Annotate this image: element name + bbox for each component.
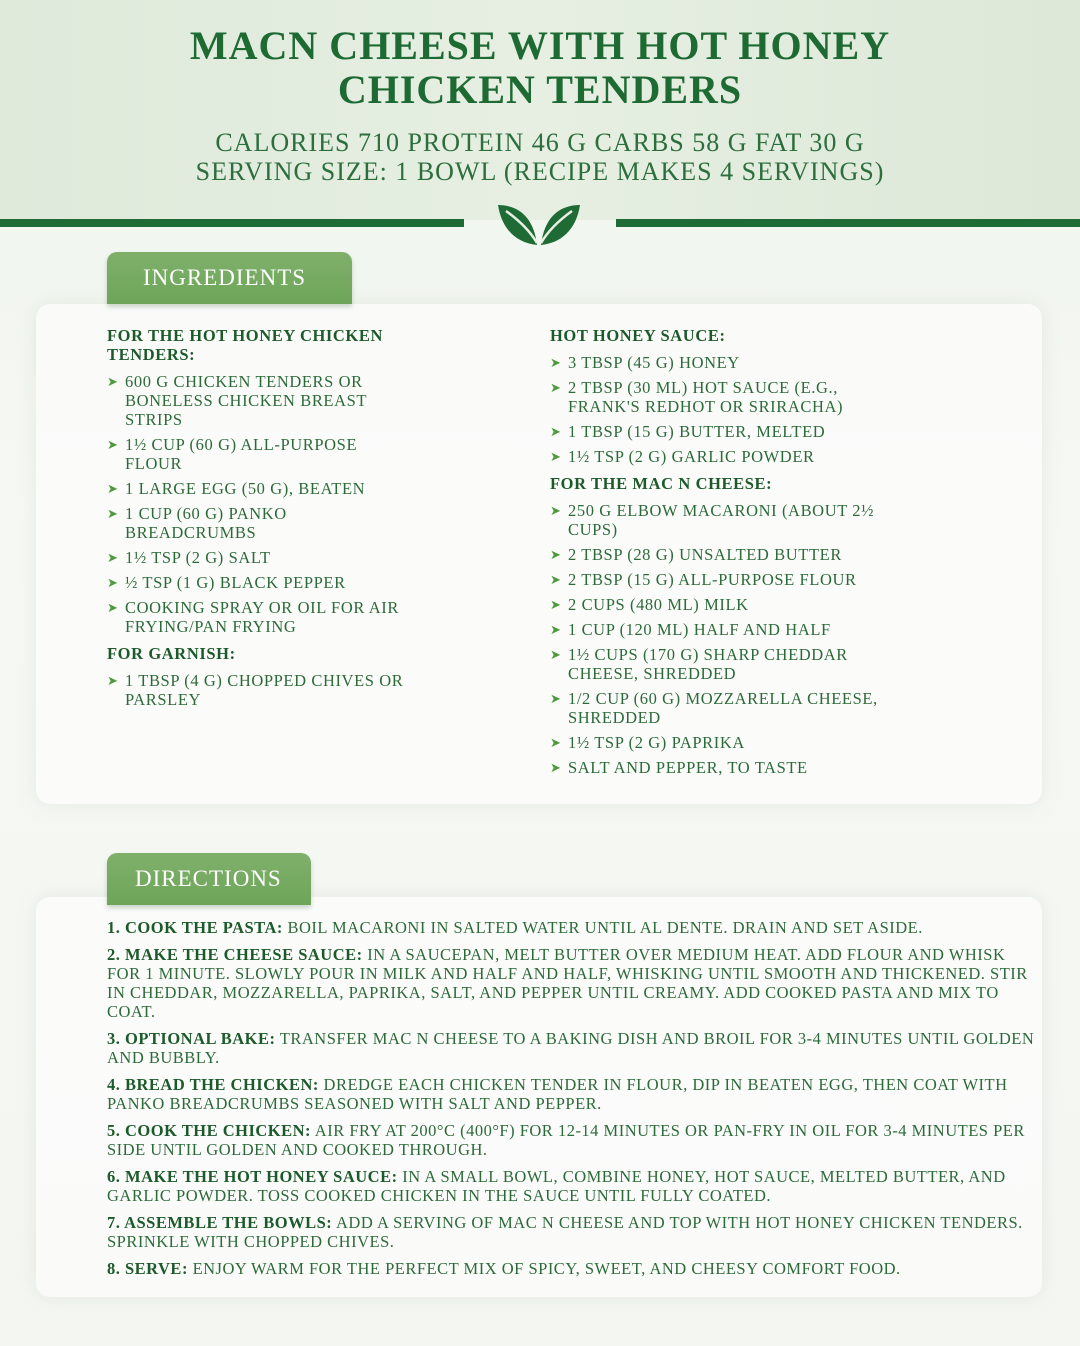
chevron-right-icon: ➤ xyxy=(107,506,119,521)
ingredient-item: ➤ 2 CUPS (480 ML) MILK xyxy=(550,595,749,614)
ingredient-item: ➤ 3 TBSP (45 G) HONEY xyxy=(550,353,740,372)
directions-list xyxy=(107,918,1037,1286)
chevron-right-icon: ➤ xyxy=(107,673,119,688)
chevron-right-icon: ➤ xyxy=(550,355,562,370)
chevron-right-icon: ➤ xyxy=(550,449,562,464)
ingredient-item: ➤ ½ TSP (1 G) BLACK PEPPER xyxy=(107,573,346,592)
ingredient-item: ➤ 1½ TSP (2 G) SALT xyxy=(107,548,271,567)
direction-step: 1. COOK THE PASTA: BOIL MACARONI IN SALTED WATER UNTIL AL DENTE. DRAIN AND SET ASIDE. xyxy=(107,918,923,937)
direction-step: 8. SERVE: ENJOY WARM FOR THE PERFECT MIX OF SPICY, SWEET, AND CHEESY COMFORT FOOD. xyxy=(107,1259,901,1278)
ingredient-item: ➤ 1/2 CUP (60 G) MOZZARELLA CHEESE, SHREDDED xyxy=(550,689,878,727)
section-heading: HOT HONEY SAUCE: xyxy=(550,326,726,345)
ingredient-item: ➤ 1½ TSP (2 G) GARLIC POWDER xyxy=(550,447,815,466)
chevron-right-icon: ➤ xyxy=(550,760,562,775)
title-line-1: MACN CHEESE WITH HOT HONEY xyxy=(189,23,891,68)
section-heading: FOR THE MAC N CHEESE: xyxy=(550,474,773,493)
chevron-right-icon: ➤ xyxy=(550,647,562,662)
chevron-right-icon: ➤ xyxy=(550,572,562,587)
ingredient-item: ➤ 1 CUP (60 G) PANKO BREADCRUMBS xyxy=(107,504,287,542)
direction-step: 7. ASSEMBLE THE BOWLS: ADD A SERVING OF MAC N CHEESE AND TOP WITH HOT HONEY CHICKEN TENDERS. SPRINKLE WITH CHOPPED CHIVES. xyxy=(107,1213,1023,1251)
leaf-icon xyxy=(496,195,582,247)
ingredient-list xyxy=(550,501,880,777)
ingredient-item: ➤ 2 TBSP (15 G) ALL-PURPOSE FLOUR xyxy=(550,570,857,589)
ingredient-list xyxy=(107,372,407,636)
chevron-right-icon: ➤ xyxy=(550,622,562,637)
recipe-subtitle xyxy=(0,128,1080,186)
serving-line: SERVING SIZE: 1 BOWL (RECIPE MAKES 4 SERVINGS) xyxy=(195,157,885,186)
chevron-right-icon: ➤ xyxy=(550,691,562,706)
section-heading: FOR GARNISH: xyxy=(107,644,236,663)
direction-step: 2. MAKE THE CHEESE SAUCE: IN A SAUCEPAN, MELT BUTTER OVER MEDIUM HEAT. ADD FLOUR AND WHISK FOR 1 MINUTE. SLOWLY POUR IN MILK AND HALF AND HALF, WHISKING UNTIL SMOOTH AND THICKENED. STIR IN CHEDDAR, MOZZARELLA, PAPRIKA, SALT, AND PEPPER UNTIL CREAMY. ADD COOKED PASTA AND MIX TO COAT. xyxy=(107,945,1028,1021)
directions-tab: DIRECTIONS xyxy=(107,853,311,905)
ingredient-list xyxy=(550,353,880,466)
title-line-2: CHICKEN TENDERS xyxy=(337,67,743,112)
chevron-right-icon: ➤ xyxy=(550,424,562,439)
ingredient-item: ➤ 1 CUP (120 ML) HALF AND HALF xyxy=(550,620,831,639)
chevron-right-icon: ➤ xyxy=(107,600,119,615)
divider-rule-right xyxy=(616,219,1080,227)
ingredient-item: ➤ 2 TBSP (30 ML) HOT SAUCE (E.G., FRANK'S REDHOT OR SRIRACHA) xyxy=(550,378,844,416)
chevron-right-icon: ➤ xyxy=(107,575,119,590)
chevron-right-icon: ➤ xyxy=(550,597,562,612)
ingredient-item: ➤ 1½ CUP (60 G) ALL-PURPOSE FLOUR xyxy=(107,435,358,473)
chevron-right-icon: ➤ xyxy=(550,380,562,395)
direction-step: 4. BREAD THE CHICKEN: DREDGE EACH CHICKEN TENDER IN FLOUR, DIP IN BEATEN EGG, THEN COAT WITH PANKO BREADCRUMBS SEASONED WITH SALT AND PEPPER. xyxy=(107,1075,1008,1113)
ingredient-item: ➤ SALT AND PEPPER, TO TASTE xyxy=(550,758,808,777)
chevron-right-icon: ➤ xyxy=(107,374,119,389)
ingredient-item: ➤ 1½ TSP (2 G) PAPRIKA xyxy=(550,733,745,752)
chevron-right-icon: ➤ xyxy=(550,735,562,750)
ingredient-item: ➤ 1½ CUPS (170 G) SHARP CHEDDAR CHEESE, SHREDDED xyxy=(550,645,848,683)
ingredient-item: ➤ 2 TBSP (28 G) UNSALTED BUTTER xyxy=(550,545,842,564)
ingredient-item: ➤ 1 TBSP (4 G) CHOPPED CHIVES OR PARSLEY xyxy=(107,671,404,709)
chevron-right-icon: ➤ xyxy=(550,503,562,518)
ingredient-list xyxy=(107,671,407,709)
recipe-header xyxy=(0,0,1080,220)
direction-step: 6. MAKE THE HOT HONEY SAUCE: IN A SMALL BOWL, COMBINE HONEY, HOT SAUCE, MELTED BUTTER, AND GARLIC POWDER. TOSS COOKED CHICKEN IN THE SAUCE UNTIL FULLY COATED. xyxy=(107,1167,1006,1205)
chevron-right-icon: ➤ xyxy=(550,547,562,562)
ingredient-item: ➤ 1 TBSP (15 G) BUTTER, MELTED xyxy=(550,422,826,441)
direction-step: 3. OPTIONAL BAKE: TRANSFER MAC N CHEESE TO A BAKING DISH AND BROIL FOR 3-4 MINUTES UNTIL GOLDEN AND BUBBLY. xyxy=(107,1029,1035,1067)
ingredient-item: ➤ 600 G CHICKEN TENDERS OR BONELESS CHICKEN BREAST STRIPS xyxy=(107,372,367,429)
chevron-right-icon: ➤ xyxy=(107,481,119,496)
direction-step: 5. COOK THE CHICKEN: AIR FRY AT 200°C (400°F) FOR 12-14 MINUTES OR PAN-FRY IN OIL FOR 3-4 MINUTES PER SIDE UNTIL GOLDEN AND COOKED THROUGH. xyxy=(107,1121,1025,1159)
divider-rule-left xyxy=(0,219,464,227)
ingredient-item: ➤ 250 G ELBOW MACARONI (ABOUT 2½ CUPS) xyxy=(550,501,875,539)
ingredient-item: ➤ 1 LARGE EGG (50 G), BEATEN xyxy=(107,479,366,498)
ingredients-right-column xyxy=(550,326,880,783)
chevron-right-icon: ➤ xyxy=(107,550,119,565)
ingredients-left-column xyxy=(107,326,407,715)
chevron-right-icon: ➤ xyxy=(107,437,119,452)
ingredients-tab: INGREDIENTS xyxy=(107,252,352,304)
section-heading: FOR THE HOT HONEY CHICKEN TENDERS: xyxy=(107,326,383,364)
recipe-title xyxy=(0,24,1080,112)
ingredient-item: ➤ COOKING SPRAY OR OIL FOR AIR FRYING/PAN FRYING xyxy=(107,598,399,636)
nutrition-line: CALORIES 710 PROTEIN 46 G CARBS 58 G FAT 30 G xyxy=(215,128,865,157)
